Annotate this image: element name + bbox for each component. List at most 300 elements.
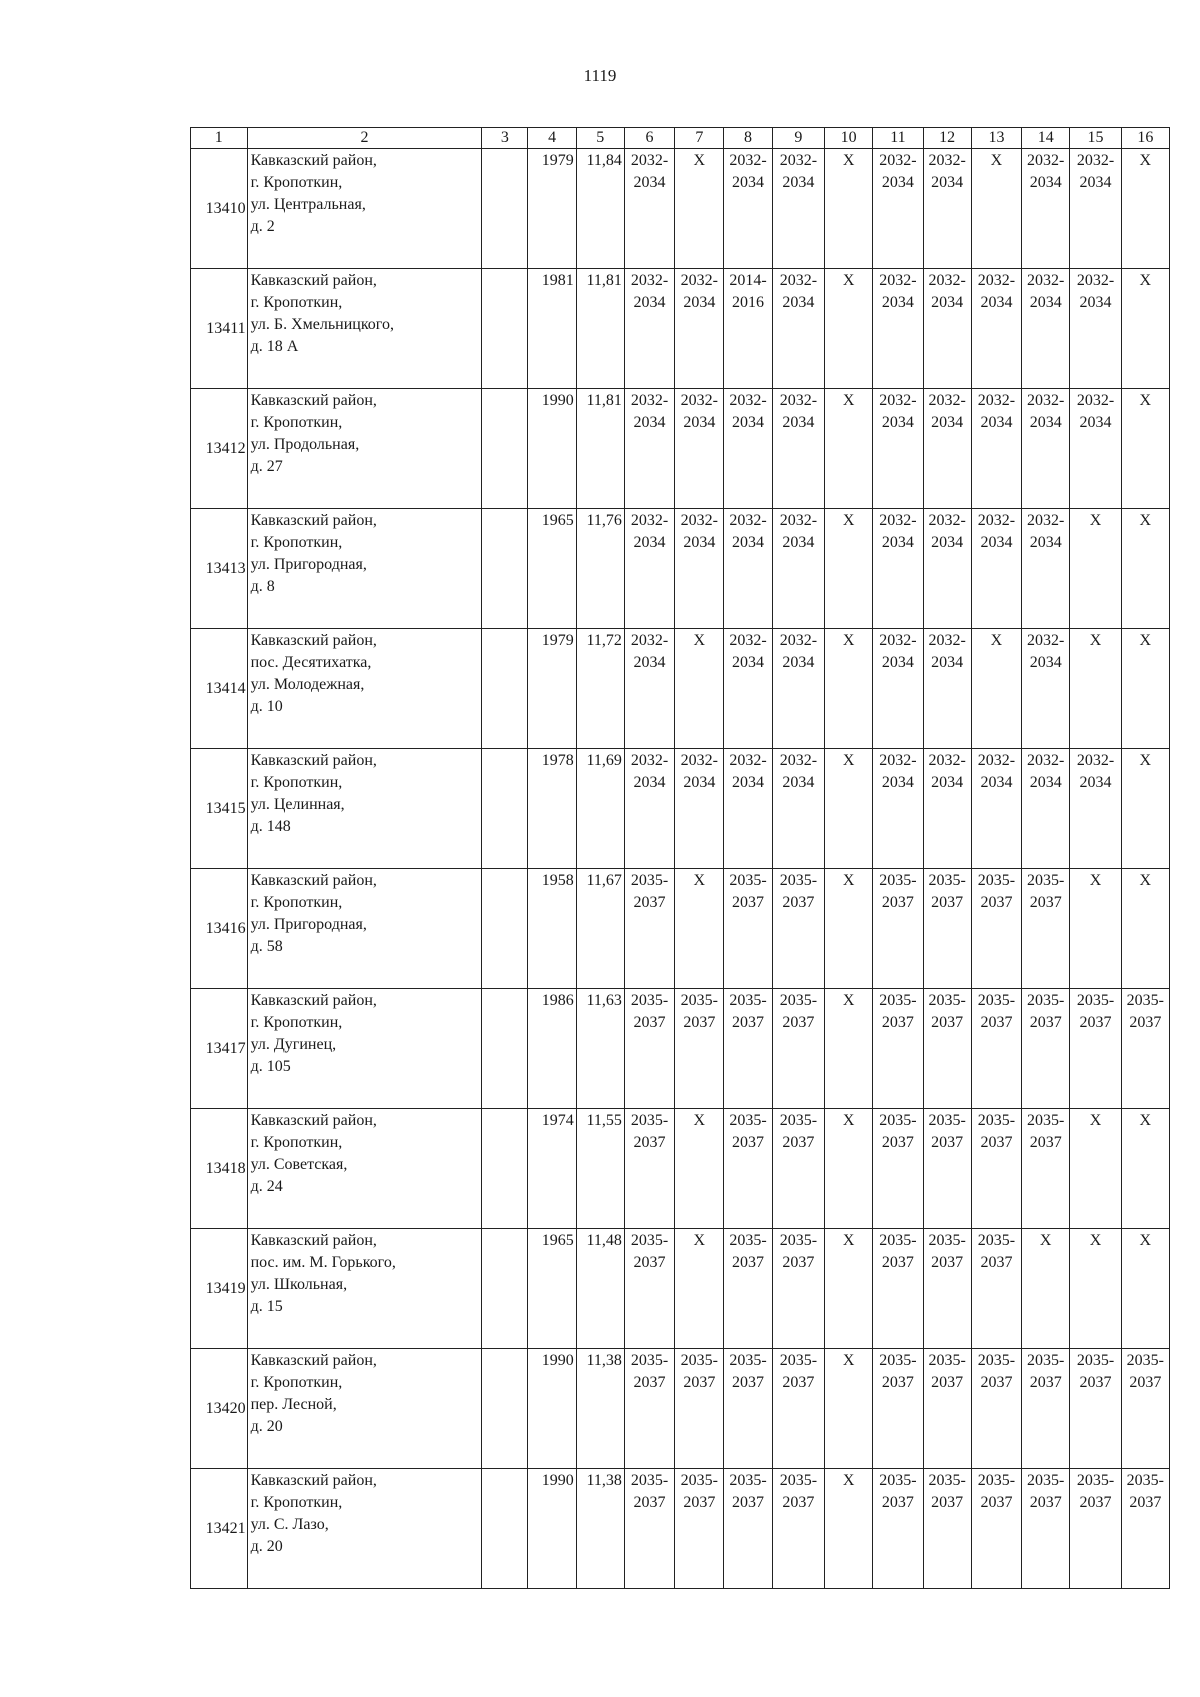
- period-line: 2034: [931, 654, 964, 671]
- table-row: [191, 869, 1170, 989]
- not-applicable-mark: X: [842, 1112, 855, 1129]
- table-row: [191, 749, 1170, 869]
- period-line: 2032-: [779, 512, 818, 529]
- address-line: Кавказский район,: [250, 272, 377, 289]
- period-cell: [1070, 149, 1121, 269]
- period-line: 2034: [1079, 774, 1112, 791]
- period-line: 2035-: [1076, 1352, 1115, 1369]
- period-line: 2032-: [1076, 392, 1115, 409]
- period-line: 2037: [1029, 1494, 1062, 1511]
- period-line: 2034: [980, 414, 1013, 431]
- column-header: 13: [971, 128, 1021, 149]
- period-cell: [1121, 1469, 1169, 1589]
- period-cell: [675, 149, 724, 269]
- address-line: д. 15: [250, 1298, 283, 1315]
- period-line: 2037: [881, 1134, 914, 1151]
- not-applicable-mark: X: [842, 1352, 855, 1369]
- not-applicable-mark: X: [693, 1232, 706, 1249]
- period-cell: [923, 1229, 971, 1349]
- not-applicable-mark: X: [1089, 1232, 1102, 1249]
- period-line: 2035-: [630, 1112, 669, 1129]
- period-line: 2035-: [928, 1112, 966, 1129]
- not-applicable-mark: X: [1139, 392, 1152, 409]
- period-line: 2037: [633, 894, 666, 911]
- period-line: 2034: [980, 534, 1013, 551]
- period-line: 2037: [1029, 1134, 1062, 1151]
- period-line: 2034: [881, 294, 914, 311]
- period-cell: [724, 989, 772, 1109]
- column-header: 2: [247, 128, 482, 149]
- period-line: 2037: [683, 1374, 716, 1391]
- period-line: 2035-: [1027, 872, 1065, 889]
- period-cell: [873, 149, 923, 269]
- record-number: 13420: [191, 1349, 248, 1469]
- period-cell: [923, 869, 971, 989]
- period-line: 2032-: [779, 272, 818, 289]
- period-cell: [772, 149, 824, 269]
- period-cell: [971, 989, 1021, 1109]
- period-cell: [624, 989, 674, 1109]
- address-line: д. 10: [250, 698, 283, 715]
- period-line: 2035-: [879, 1352, 917, 1369]
- address-line: Кавказский район,: [250, 152, 377, 169]
- table-row: [191, 989, 1170, 1109]
- period-line: 2032-: [779, 752, 818, 769]
- period-cell: [675, 629, 724, 749]
- table-row: [191, 149, 1170, 269]
- period-cell: [873, 509, 923, 629]
- period-line: 2037: [732, 1254, 765, 1271]
- period-line: 2032-: [928, 152, 966, 169]
- period-line: 2035-: [729, 1232, 767, 1249]
- address-line: д. 8: [250, 578, 275, 595]
- period-cell: [1121, 269, 1169, 389]
- period-cell: [1121, 389, 1169, 509]
- value-cell: 11,84: [576, 149, 624, 269]
- period-cell: [971, 269, 1021, 389]
- period-cell: [1070, 1229, 1121, 1349]
- record-number: 13414: [191, 629, 248, 749]
- period-line: 2035-: [977, 1232, 1016, 1249]
- period-line: 2032-: [1027, 272, 1065, 289]
- address-line: г. Кропоткин,: [250, 294, 343, 311]
- address-cell: [247, 1469, 482, 1589]
- not-applicable-mark: X: [1139, 752, 1152, 769]
- period-line: 2037: [881, 1494, 914, 1511]
- period-cell: [724, 1229, 772, 1349]
- period-cell: [1070, 1469, 1121, 1589]
- period-line: 2034: [633, 294, 666, 311]
- period-line: 2037: [931, 894, 964, 911]
- address-line: Кавказский район,: [250, 1352, 377, 1369]
- address-line: г. Кропоткин,: [250, 1014, 343, 1031]
- period-line: 2035-: [630, 1472, 669, 1489]
- address-cell: [247, 629, 482, 749]
- column-header: 16: [1121, 128, 1169, 149]
- address-cell: [247, 1109, 482, 1229]
- column-header: 5: [576, 128, 624, 149]
- not-applicable-mark: X: [1089, 872, 1102, 889]
- period-line: 2032-: [729, 752, 767, 769]
- period-cell: [675, 509, 724, 629]
- period-cell: [873, 1349, 923, 1469]
- period-cell: [1121, 1229, 1169, 1349]
- period-line: 2035-: [879, 1232, 917, 1249]
- record-number: 13415: [191, 749, 248, 869]
- period-line: 2037: [782, 1374, 815, 1391]
- address-line: пос. им. М. Горького,: [250, 1254, 396, 1271]
- column-3-cell: [482, 869, 528, 989]
- not-applicable-mark: X: [1089, 632, 1102, 649]
- period-cell: [1121, 1109, 1169, 1229]
- period-cell: [772, 989, 824, 1109]
- period-line: 2035-: [928, 992, 966, 1009]
- period-line: 2034: [1079, 414, 1112, 431]
- period-cell: [923, 1469, 971, 1589]
- not-applicable-mark: X: [1139, 152, 1152, 169]
- address-line: пос. Десятихатка,: [250, 654, 372, 671]
- period-cell: [971, 629, 1021, 749]
- period-line: 2037: [931, 1134, 964, 1151]
- not-applicable-mark: X: [842, 872, 855, 889]
- period-line: 2034: [782, 414, 815, 431]
- period-line: 2032-: [1027, 512, 1065, 529]
- column-3-cell: [482, 749, 528, 869]
- not-applicable-mark: X: [990, 632, 1003, 649]
- year-cell: 1958: [528, 869, 576, 989]
- period-line: 2032-: [928, 272, 966, 289]
- address-cell: [247, 149, 482, 269]
- period-line: 2035-: [977, 1472, 1016, 1489]
- address-line: д. 20: [250, 1538, 283, 1555]
- period-line: 2035-: [630, 872, 669, 889]
- period-cell: [923, 629, 971, 749]
- period-line: 2037: [931, 1494, 964, 1511]
- address-line: д. 105: [250, 1058, 291, 1075]
- period-line: 2035-: [630, 1352, 669, 1369]
- period-line: 2034: [881, 534, 914, 551]
- address-cell: [247, 269, 482, 389]
- period-line: 2035-: [879, 1472, 917, 1489]
- period-cell: [724, 629, 772, 749]
- address-line: д. 24: [250, 1178, 283, 1195]
- period-line: 2035-: [1027, 1472, 1065, 1489]
- period-line: 2034: [1079, 294, 1112, 311]
- address-line: д. 27: [250, 458, 283, 475]
- address-line: Кавказский район,: [250, 1472, 377, 1489]
- period-line: 2035-: [729, 1472, 767, 1489]
- period-cell: [724, 869, 772, 989]
- period-cell: [873, 869, 923, 989]
- address-line: г. Кропоткин,: [250, 174, 343, 191]
- not-applicable-mark: X: [1039, 1232, 1052, 1249]
- period-line: 2037: [980, 894, 1013, 911]
- period-line: 2034: [1029, 174, 1062, 191]
- period-line: 2037: [1079, 1374, 1112, 1391]
- table-row: [191, 1469, 1170, 1589]
- value-cell: 11,48: [576, 1229, 624, 1349]
- period-line: 2035-: [680, 1352, 718, 1369]
- period-line: 2032-: [928, 512, 966, 529]
- period-cell: [1022, 269, 1070, 389]
- address-line: Кавказский район,: [250, 992, 377, 1009]
- address-line: Кавказский район,: [250, 752, 377, 769]
- period-line: 2032-: [879, 512, 917, 529]
- period-cell: [971, 149, 1021, 269]
- period-line: 2035-: [1126, 992, 1164, 1009]
- period-line: 2032-: [680, 752, 718, 769]
- value-cell: 11,63: [576, 989, 624, 1109]
- not-applicable-mark: X: [842, 992, 855, 1009]
- period-cell: [772, 749, 824, 869]
- address-line: ул. Пригородная,: [250, 556, 367, 573]
- not-applicable-mark: X: [693, 632, 706, 649]
- period-line: 2037: [980, 1134, 1013, 1151]
- period-line: 2037: [683, 1494, 716, 1511]
- value-cell: 11,67: [576, 869, 624, 989]
- record-number: 13412: [191, 389, 248, 509]
- column-header: 4: [528, 128, 576, 149]
- period-line: 2032-: [928, 632, 966, 649]
- period-line: 2032-: [1027, 632, 1065, 649]
- column-header: 11: [873, 128, 923, 149]
- period-line: 2034: [633, 174, 666, 191]
- period-line: 2034: [1079, 174, 1112, 191]
- period-line: 2037: [633, 1014, 666, 1031]
- not-applicable-mark: X: [842, 272, 855, 289]
- period-line: 2037: [732, 1134, 765, 1151]
- period-line: 2037: [683, 1014, 716, 1031]
- address-line: ул. Школьная,: [250, 1276, 348, 1293]
- table-row: [191, 1349, 1170, 1469]
- address-cell: [247, 749, 482, 869]
- period-line: 2035-: [928, 1232, 966, 1249]
- period-line: 2037: [881, 894, 914, 911]
- period-cell: [971, 749, 1021, 869]
- value-cell: 11,55: [576, 1109, 624, 1229]
- period-line: 2034: [1029, 654, 1062, 671]
- period-line: 2037: [881, 1374, 914, 1391]
- period-cell: [923, 269, 971, 389]
- year-cell: 1965: [528, 509, 576, 629]
- period-cell: [1022, 1229, 1070, 1349]
- period-line: 2035-: [879, 992, 917, 1009]
- period-cell: [825, 629, 873, 749]
- period-cell: [675, 1229, 724, 1349]
- period-line: 2032-: [1027, 392, 1065, 409]
- not-applicable-mark: X: [842, 752, 855, 769]
- period-cell: [624, 389, 674, 509]
- period-line: 2034: [782, 534, 815, 551]
- period-line: 2034: [683, 294, 716, 311]
- period-line: 2034: [732, 414, 765, 431]
- not-applicable-mark: X: [842, 1472, 855, 1489]
- column-3-cell: [482, 1349, 528, 1469]
- period-line: 2037: [980, 1254, 1013, 1271]
- record-number: 13421: [191, 1469, 248, 1589]
- period-line: 2037: [881, 1254, 914, 1271]
- period-cell: [923, 389, 971, 509]
- period-line: 2032-: [1027, 752, 1065, 769]
- period-line: 2032-: [630, 632, 669, 649]
- not-applicable-mark: X: [1139, 872, 1152, 889]
- address-line: д. 20: [250, 1418, 283, 1435]
- not-applicable-mark: X: [1139, 272, 1152, 289]
- period-cell: [1022, 749, 1070, 869]
- table-row: [191, 629, 1170, 749]
- period-line: 2032-: [779, 392, 818, 409]
- period-line: 2032-: [630, 752, 669, 769]
- column-3-cell: [482, 149, 528, 269]
- period-line: 2035-: [680, 992, 718, 1009]
- period-line: 2032-: [680, 392, 718, 409]
- column-header: 1: [191, 128, 248, 149]
- period-line: 2037: [782, 894, 815, 911]
- period-line: 2034: [782, 174, 815, 191]
- period-line: 2032-: [779, 152, 818, 169]
- period-line: 2037: [1129, 1014, 1162, 1031]
- period-line: 2037: [782, 1494, 815, 1511]
- period-line: 2035-: [630, 1232, 669, 1249]
- column-3-cell: [482, 269, 528, 389]
- not-applicable-mark: X: [1139, 512, 1152, 529]
- period-line: 2014-: [729, 272, 767, 289]
- period-line: 2037: [980, 1014, 1013, 1031]
- period-line: 2035-: [928, 872, 966, 889]
- period-line: 2037: [881, 1014, 914, 1031]
- period-cell: [772, 869, 824, 989]
- period-cell: [825, 389, 873, 509]
- period-line: 2037: [931, 1374, 964, 1391]
- record-number: 13419: [191, 1229, 248, 1349]
- period-cell: [1121, 509, 1169, 629]
- period-cell: [624, 1229, 674, 1349]
- address-line: д. 2: [250, 218, 275, 235]
- address-cell: [247, 1349, 482, 1469]
- year-cell: 1979: [528, 149, 576, 269]
- period-line: 2035-: [779, 1472, 818, 1489]
- year-cell: 1965: [528, 1229, 576, 1349]
- period-line: 2035-: [1126, 1472, 1164, 1489]
- period-line: 2034: [683, 534, 716, 551]
- column-number-header-row: [191, 128, 1170, 149]
- period-cell: [772, 1469, 824, 1589]
- value-cell: 11,38: [576, 1469, 624, 1589]
- period-line: 2035-: [729, 872, 767, 889]
- not-applicable-mark: X: [842, 512, 855, 529]
- not-applicable-mark: X: [1139, 632, 1152, 649]
- period-line: 2032-: [879, 392, 917, 409]
- period-line: 2034: [881, 774, 914, 791]
- period-cell: [675, 1109, 724, 1229]
- period-line: 2034: [732, 774, 765, 791]
- period-cell: [1022, 389, 1070, 509]
- address-line: ул. Советская,: [250, 1156, 348, 1173]
- period-line: 2035-: [879, 872, 917, 889]
- column-3-cell: [482, 509, 528, 629]
- not-applicable-mark: X: [1089, 512, 1102, 529]
- period-line: 2034: [633, 774, 666, 791]
- period-line: 2032-: [729, 632, 767, 649]
- period-cell: [624, 749, 674, 869]
- period-line: 2035-: [1027, 1352, 1065, 1369]
- not-applicable-mark: X: [693, 872, 706, 889]
- period-cell: [1022, 509, 1070, 629]
- address-line: Кавказский район,: [250, 392, 377, 409]
- year-cell: 1978: [528, 749, 576, 869]
- address-line: ул. Дугинец,: [250, 1036, 337, 1053]
- period-cell: [825, 149, 873, 269]
- year-cell: 1990: [528, 389, 576, 509]
- period-cell: [624, 1349, 674, 1469]
- column-header: 9: [772, 128, 824, 149]
- period-line: 2034: [881, 174, 914, 191]
- period-line: 2032-: [779, 632, 818, 649]
- year-cell: 1981: [528, 269, 576, 389]
- not-applicable-mark: X: [842, 1232, 855, 1249]
- period-line: 2032-: [729, 512, 767, 529]
- period-line: 2032-: [977, 272, 1016, 289]
- period-line: 2035-: [680, 1472, 718, 1489]
- column-header: 14: [1022, 128, 1070, 149]
- period-line: 2032-: [729, 392, 767, 409]
- period-cell: [772, 1229, 824, 1349]
- period-line: 2035-: [1076, 1472, 1115, 1489]
- period-line: 2032-: [680, 512, 718, 529]
- year-cell: 1990: [528, 1469, 576, 1589]
- not-applicable-mark: X: [1139, 1232, 1152, 1249]
- period-cell: [1022, 1109, 1070, 1229]
- period-line: 2034: [782, 654, 815, 671]
- period-cell: [724, 149, 772, 269]
- period-line: 2032-: [630, 392, 669, 409]
- period-cell: [923, 749, 971, 869]
- column-header: 10: [825, 128, 873, 149]
- address-line: г. Кропоткин,: [250, 414, 343, 431]
- record-number: 13413: [191, 509, 248, 629]
- period-line: 2032-: [1076, 152, 1115, 169]
- value-cell: 11,38: [576, 1349, 624, 1469]
- period-cell: [873, 749, 923, 869]
- column-3-cell: [482, 1229, 528, 1349]
- period-line: 2034: [732, 534, 765, 551]
- period-cell: [1121, 149, 1169, 269]
- period-line: 2034: [1029, 414, 1062, 431]
- period-cell: [873, 389, 923, 509]
- period-cell: [825, 1469, 873, 1589]
- period-cell: [724, 1349, 772, 1469]
- period-line: 2035-: [630, 992, 669, 1009]
- address-cell: [247, 869, 482, 989]
- period-cell: [825, 869, 873, 989]
- period-line: 2035-: [1027, 1112, 1065, 1129]
- period-line: 2035-: [779, 1112, 818, 1129]
- period-line: 2035-: [779, 872, 818, 889]
- period-line: 2035-: [977, 992, 1016, 1009]
- period-line: 2032-: [1076, 752, 1115, 769]
- value-cell: 11,76: [576, 509, 624, 629]
- record-number: 13418: [191, 1109, 248, 1229]
- period-line: 2037: [1079, 1494, 1112, 1511]
- address-line: Кавказский район,: [250, 872, 377, 889]
- period-line: 2032-: [928, 392, 966, 409]
- period-line: 2037: [1029, 894, 1062, 911]
- table-row: [191, 389, 1170, 509]
- address-line: пер. Лесной,: [250, 1396, 337, 1413]
- period-cell: [675, 749, 724, 869]
- period-cell: [971, 1109, 1021, 1229]
- table-row: [191, 1109, 1170, 1229]
